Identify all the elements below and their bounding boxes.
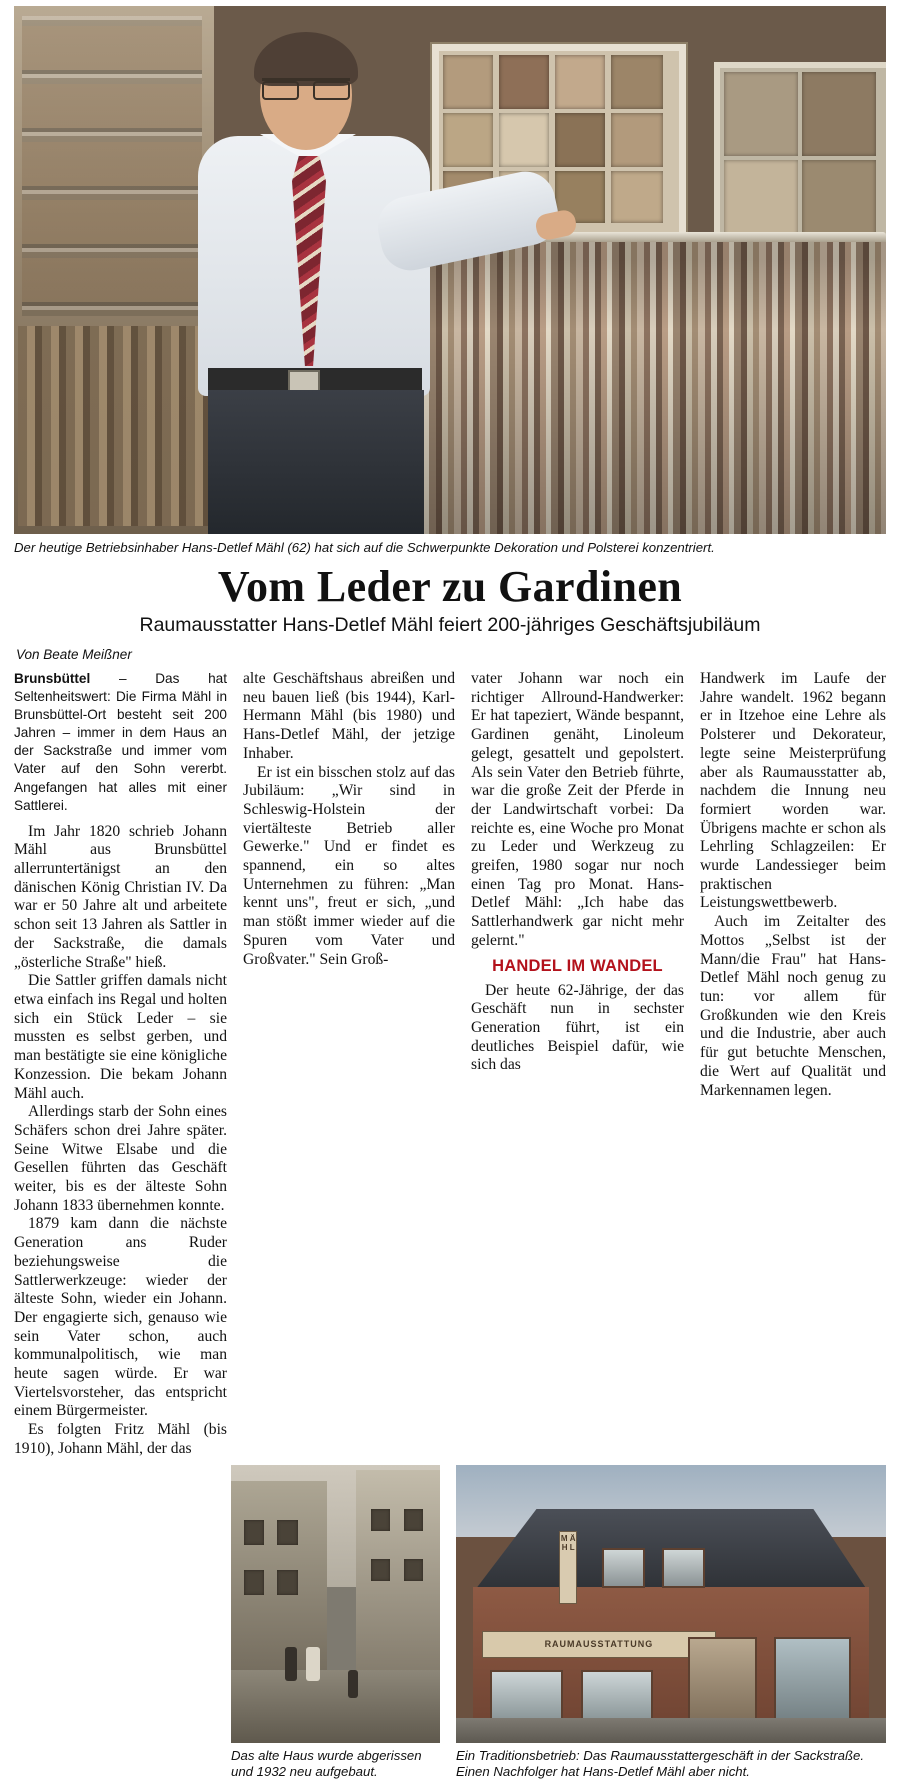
column-3: [471, 670, 684, 1459]
page-title: Vom Leder zu Gardinen: [217, 561, 683, 611]
subheadline: Raumausstatter Hans-Detlef Mähl feiert 200-jähriges Geschäftsjubiläum: [139, 614, 761, 637]
lead-photo-caption: Der heutige Betriebsinhaber Hans-Detlef Mähl (62) hat sich auf die Schwerpunkte Dekoration und Polsterei konzentriert.: [14, 540, 715, 555]
shop-block: [456, 1465, 886, 1780]
old-house-photo: [231, 1465, 440, 1743]
column-4: [700, 670, 886, 1459]
column-1: [14, 670, 227, 1459]
paragraph: Es folgten Fritz Mähl (bis 1910), Johann Mähl, der das: [14, 1421, 227, 1457]
shop-sign: [482, 1631, 716, 1658]
shop-photo: [456, 1465, 886, 1743]
paragraph: vater Johann war noch ein richtiger Allround-Handwerker: Er hat tapeziert, Wände bespannt, Gardinen genäht, Linoleum gelegt, gesattelt und gepolstert. Als sein Vater den Betrieb führte, war die große Zeit der Pferde in der Landwirtschaft vorbei: Da reichte es, eine Woche pro Monat zu Leder und Werkzeug zu greifen, 1980 sogar nur noch einen Tag pro Monat. Hans-Detlef Mähl: „Ich habe das Sattlerhandwerk gar nicht mehr gelernt.": [471, 670, 684, 949]
secondary-sample-frame: [714, 62, 886, 260]
shop-sign-label: RAUMAUSSTATTUNG: [544, 1639, 654, 1650]
article-columns: [14, 670, 886, 1459]
lede-text: Das hat Seltenheitswert: Die Firma Mähl in Brunsbüttel-Ort besteht seit 200 Jahren – immer in dem Haus an der Sackstraße und immer vom Vater auf den Sohn vererbt. Angefangen hat alles mit einer Sattlerei.: [14, 671, 227, 813]
glasses-icon: [262, 78, 350, 97]
paragraph: 1879 kam dann die nächste Generation ans Ruder beziehungsweise die Sattlerwerkzeuge: wieder der älteste Sohn, wieder ein Johann. Der engagierte sich, genauso wie sein Vater schon, auch kommunalpolitisch, wie man heute sagen würde. Er war Viertelsvorsteher, das entspricht einem Bürgermeister.: [14, 1215, 227, 1420]
paragraph: Auch im Zeitalter des Mottos „Selbst ist der Mann/die Frau" hat Hans-Detlef Mähl noch genug zu tun: vor allem für Großkunden wie den Kreis und die Industrie, aber auch für gut betuchte Menschen, die Wert auf Qualität und Markennamen legen.: [700, 913, 886, 1099]
paragraph: alte Geschäftshaus abreißen und neu bauen ließ (bis 1944), Karl-Hermann Mähl (bis 1980) und Hans-Detlef Mähl, der jetzige Inhaber.: [243, 670, 455, 762]
paragraph: Im Jahr 1820 schrieb Johann Mähl aus Brunsbüttel allerruntertänigst an den dänischen König Christian IV. Da war er 50 Jahre alt und arbeitete schon seit 13 Jahren als Sattler in der Sackstraße, die damals „österliche Straße" hieß.: [14, 822, 227, 971]
paragraph: Allerdings starb der Sohn eines Schäfers schon drei Jahre später. Seine Witwe Elsabe und die Gesellen führten das Geschäft weiter, bis es der älteste Sohn Johann 1833 übernehmen konnte.: [14, 1103, 227, 1214]
column-2: [243, 670, 455, 1459]
paragraph: Handwerk im Laufe der Jahre wandelt. 1962 begann er in Itzehoe eine Lehre als Polsterer und Dekorateur, legte seine Meisterprüfung aber als Raumausstatter ab, nachdem die Innung neu formiert worden war. Übrigens machte er schon als Lehrling Schlagzeilen: Er wurde Landessieger beim praktischen Leistungswettbewerb.: [700, 670, 886, 912]
lead-photo: [14, 6, 886, 534]
lede-paragraph: [14, 670, 227, 815]
byline: Von Beate Meißner: [16, 647, 132, 663]
lede-dash: –: [90, 671, 156, 687]
shop-vertical-sign: M Ä H L: [559, 1531, 577, 1603]
lede-place: Brunsbüttel: [14, 671, 91, 687]
paragraph: Er ist ein bisschen stolz auf das Jubiläum: „Wir sind in Schleswig-Holstein der viertälteste Betrieb aller Gewerke." Und er findet es spannend, ein so altes Unternehmen zu führen: „Man kennt uns", freut er sich, „und man stößt immer wieder auf die Spuren vom Vater und Großvater." Sein Groß-: [243, 763, 455, 968]
paragraph: Der heute 62-Jährige, der das Geschäft nun in sechster Generation führt, ist ein deutliches Beispiel dafür, wie sich das: [471, 981, 684, 1074]
section-kicker: HANDEL IM WANDEL: [492, 956, 663, 975]
old-house-caption: Das alte Haus wurde abgerissen und 1932 neu aufgebaut.: [231, 1747, 422, 1779]
shop-caption: Ein Traditionsbetrieb: Das Raumausstattergeschäft in der Sackstraße. Einen Nachfolger hat Hans-Detlef Mähl aber nicht.: [456, 1747, 865, 1779]
old-house-block: [231, 1465, 440, 1780]
paragraph: Die Sattler griffen damals nicht etwa einfach ins Regal und holten sich ein Stück Leder – sie mussten es selbst gerben, und man bestätigte sie eine königliche Konzession. Die bekam Johann Mähl auch.: [14, 972, 227, 1102]
bottom-photo-row: [14, 1465, 886, 1780]
person-hans-detlef-maehl: [164, 16, 464, 534]
bottom-spacer: [14, 1465, 215, 1780]
